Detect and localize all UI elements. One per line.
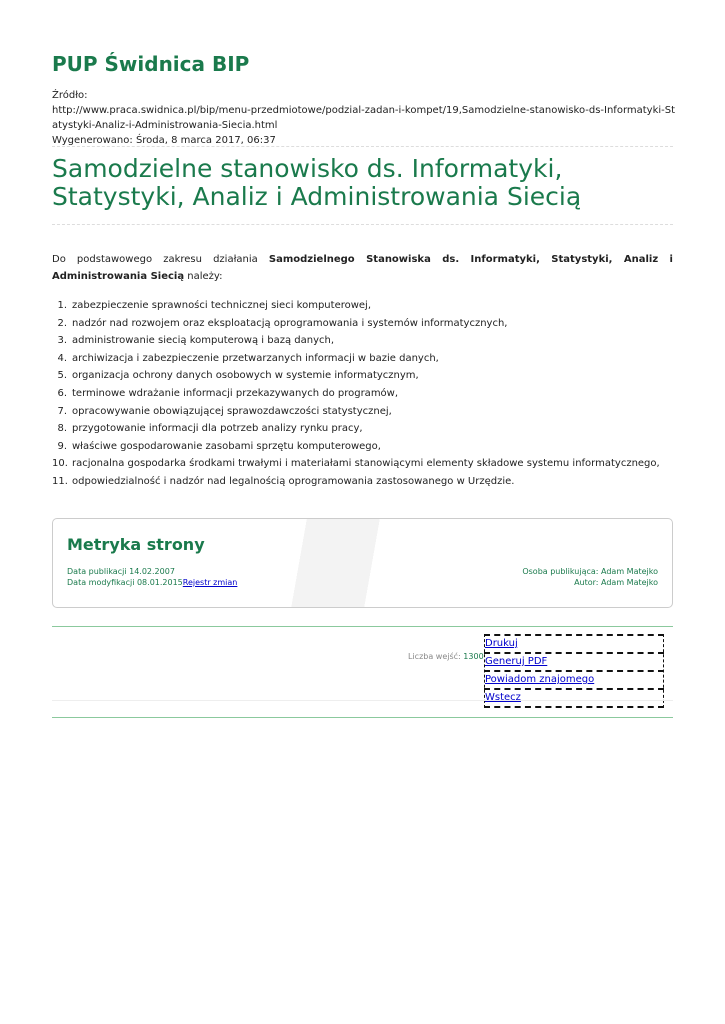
back-link[interactable]: Wstecz (485, 692, 521, 703)
list-item-text: odpowiedzialność i nadzór nad legalnością oprogramowania zastosowanego w Urzędzie. (72, 475, 515, 487)
visit-counter (408, 652, 484, 661)
list-item (52, 367, 673, 385)
visits-label: Liczba wejść: (408, 652, 464, 661)
list-item-text: racjonalna gospodarka środkami trwałymi i materiałami stanowiącymi elementy składowe systemu informatycznego, (72, 458, 660, 470)
list-item-number: 5. (57, 370, 67, 382)
intro-text: Do podstawowego zakresu działania (52, 254, 269, 265)
list-item (52, 420, 673, 438)
generate-pdf-link[interactable]: Generuj PDF (485, 656, 548, 667)
list-item-number: 8. (57, 423, 67, 435)
list-item-text: terminowe wdrażanie informacji przekazywanych do programów, (72, 387, 399, 399)
author: Autor: Adam Matejko (574, 578, 658, 587)
modification-date: Data modyfikacji 08.01.2015 (67, 578, 183, 587)
list-item-number: 10. (52, 458, 68, 470)
footer-thin-line (52, 700, 673, 701)
divider-title (52, 224, 673, 225)
metrics-dates (67, 566, 237, 588)
list-item (52, 297, 673, 315)
list-item (52, 403, 673, 421)
footer-line-top (52, 626, 673, 627)
list-item-text: archiwizacja i zabezpieczenie przetwarzanych informacji w bazie danych, (72, 352, 439, 364)
list-item-number: 9. (57, 440, 67, 452)
list-item-text: właściwe gospodarowanie zasobami sprzętu komputerowego, (72, 440, 381, 452)
modification-row (67, 577, 237, 588)
notify-action (484, 670, 664, 688)
list-item-text: nadzór nad rozwojem oraz eksploatacją oprogramowania i systemów informatycznych, (72, 317, 508, 329)
publication-date: Data publikacji 14.02.2007 (67, 567, 175, 576)
list-item-number: 3. (57, 335, 67, 347)
duties-list (52, 297, 673, 491)
intro-unit-name: Samodzielnego Stanowiska ds. Informatyki, Statystyki, Analiz i Administrowania Siecią (52, 254, 673, 282)
list-item (52, 385, 673, 403)
actions-divider (484, 706, 664, 708)
list-item-text: administrowanie siecią komputerową i bazą danych, (72, 335, 335, 347)
generated-date: Wygenerowano: Środa, 8 marca 2017, 06:37 (52, 135, 276, 146)
page-title: Samodzielne stanowisko ds. Informatyki, Statystyki, Analiz i Administrowania Siecią (52, 154, 582, 211)
list-item-number: 11. (52, 475, 68, 487)
list-item-number: 4. (57, 352, 67, 364)
source-url: http://www.praca.swidnica.pl/bip/menu-przedmiotowe/podzial-zadan-i-kompet/19,Samodzielne-stanowisko-ds-Informatyki-Statystyki-Analiz-i-Administrowania-Siecia.html (52, 105, 676, 131)
visits-count: 1300 (463, 652, 484, 661)
page-metrics-box (52, 518, 673, 608)
site-title: PUP Świdnica BIP (52, 52, 250, 76)
list-item (52, 350, 673, 368)
footer-line-bottom (52, 717, 673, 718)
intro-paragraph (52, 251, 673, 285)
list-item-number: 2. (57, 317, 67, 329)
list-item-text: zabezpieczenie sprawności technicznej sieci komputerowej, (72, 300, 372, 311)
publisher: Osoba publikująca: Adam Matejko (522, 567, 658, 576)
page-actions (484, 634, 664, 706)
metrics-title: Metryka strony (67, 535, 205, 554)
list-item (52, 473, 673, 491)
list-item-number: 6. (57, 387, 67, 399)
pdf-action (484, 652, 664, 670)
source-info (52, 88, 677, 148)
back-action (484, 688, 664, 706)
list-item-number: 7. (57, 405, 67, 417)
list-item-number: 1. (57, 300, 67, 311)
list-item (52, 438, 673, 456)
list-item-text: organizacja ochrony danych osobowych w systemie informatycznym, (72, 370, 419, 382)
list-item (52, 332, 673, 350)
list-item (52, 455, 673, 473)
metrics-people (522, 566, 658, 588)
source-label: Źródło: (52, 90, 88, 101)
notify-friend-link[interactable]: Powiadom znajomego (485, 674, 595, 685)
list-item (52, 315, 673, 333)
list-item-text: opracowywanie obowiązującej sprawozdawczości statystycznej, (72, 405, 392, 417)
list-item-text: przygotowanie informacji dla potrzeb analizy rynku pracy, (72, 423, 363, 435)
print-link[interactable]: Drukuj (485, 638, 518, 649)
intro-suffix: należy: (184, 271, 223, 282)
changes-register-link[interactable]: Rejestr zmian (182, 578, 238, 587)
print-action (484, 634, 664, 652)
divider-top (52, 146, 673, 147)
